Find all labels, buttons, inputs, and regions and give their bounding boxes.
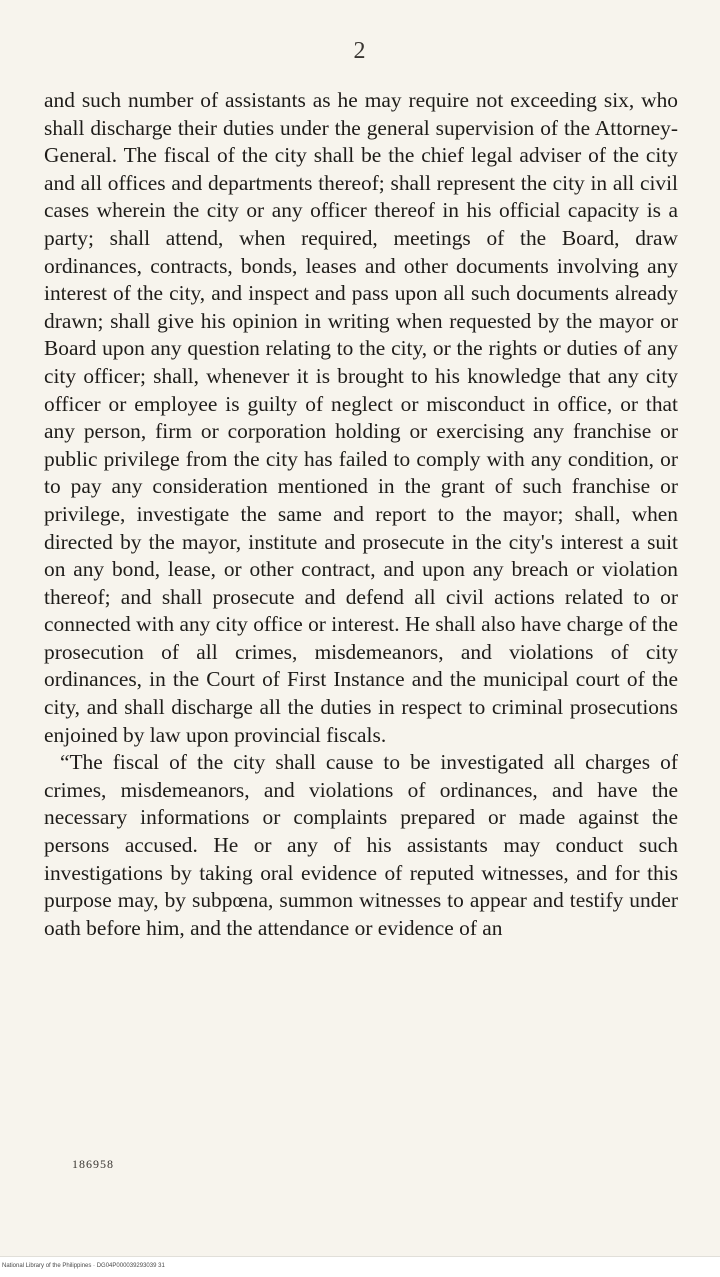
scan-footer [0, 1256, 720, 1277]
scan-footer-text: National Library of the Philippines · DG04P000039293039 31 [2, 1263, 165, 1269]
printer-signature-mark: 186958 [72, 1157, 114, 1171]
page-number: 2 [353, 38, 367, 64]
paragraph-2: “The fiscal of the city shall cause to be investigated all charges of crimes, misdemeanors, and violations of ordinances, and have the necessary informations or complaints prepared or made against the persons accused. He or any of his assistants may conduct such investigations by taking oral evidence of reputed witnesses, and for this purpose may, by subpœna, summon witnesses to appear and testify under oath before him, and the attendance or evidence of an [44, 750, 678, 940]
paragraph-1: and such number of assistants as he may require not exceeding six, who shall discharge their duties under the general supervision of the Attorney-General. The fiscal of the city shall be the chief legal adviser of the city and all offices and departments thereof; shall represent the city in all civil cases wherein the city or any officer thereof in his official capacity is a party; shall attend, when required, meetings of the Board, draw ordinances, contracts, bonds, leases and other documents involving any interest of the city, and inspect and pass upon all such documents already drawn; shall give his opinion in writing when requested by the mayor or Board upon any question relating to the city, or the rights or duties of any city officer; shall, whenever it is brought to his knowledge that any city officer or employee is guilty of neglect or misconduct in office, or that any person, firm or corporation holding or exercising any franchise or public privilege from the city has failed to comply with any condition, or to pay any consideration mentioned in the grant of such franchise or privilege, investigate the same and report to the mayor; shall, when directed by the mayor, institute and prosecute in the city's interest a suit on any bond, lease, or other contract, and upon any breach or violation thereof; and shall prosecute and defend all civil actions related to or connected with any city office or interest. He shall also have charge of the prosecution of all crimes, misdemeanors, and violations of city ordinances, in the Court of First Instance and the municipal court of the city, and shall discharge all the duties in respect to criminal prosecutions enjoined by law upon provincial fiscals. [44, 88, 678, 747]
document-body [44, 87, 678, 942]
